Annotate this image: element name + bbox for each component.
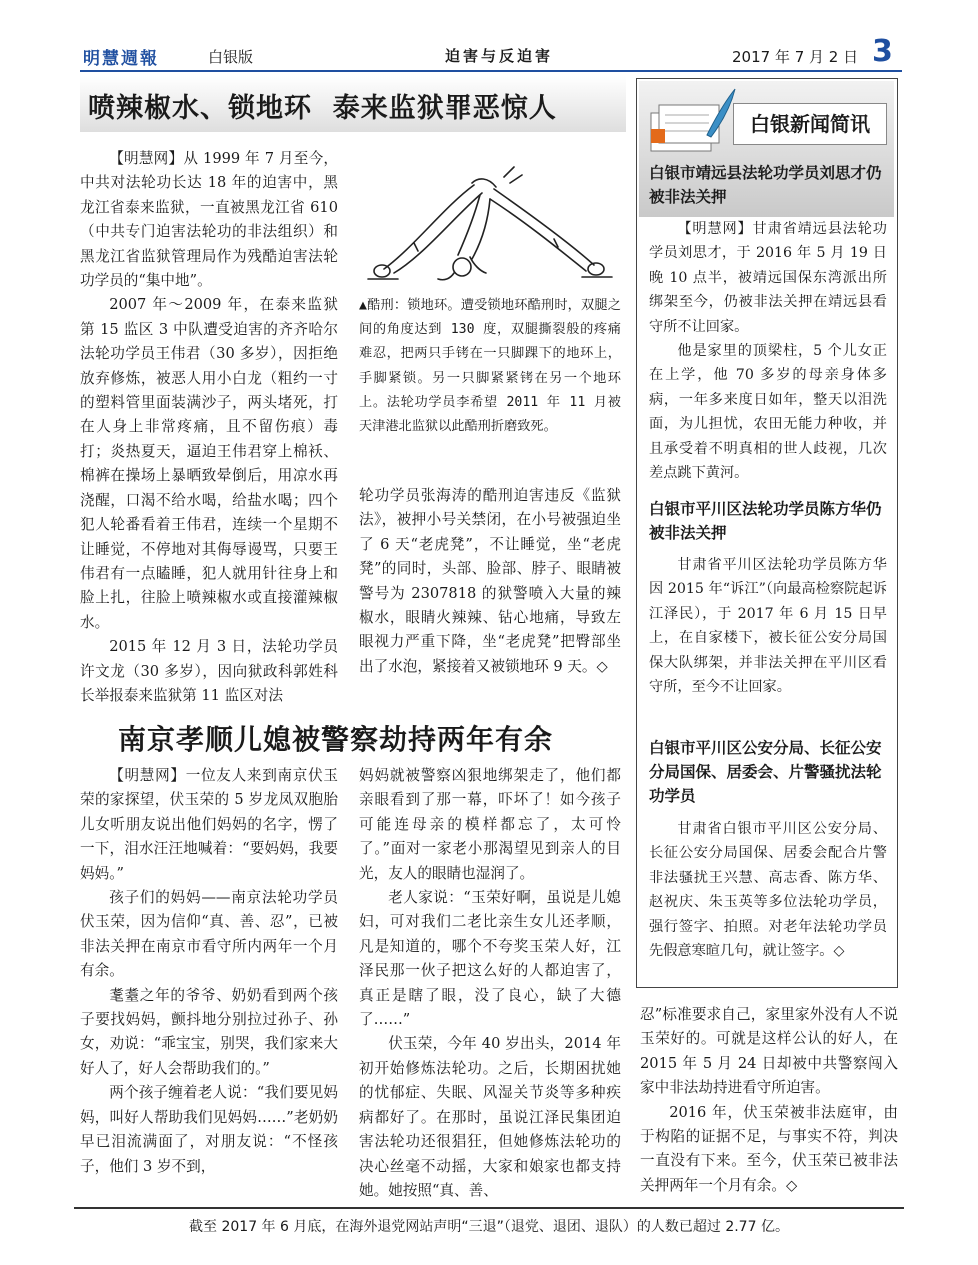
torture-illustration [354, 147, 624, 289]
footer-rule [74, 1207, 904, 1209]
article2-paragraph: 2016 年，伏玉荣被非法庭审，由于构陷的证据不足，与事实不符，判决一直没有下来。至今，伏玉荣已被非法关押两年一个月有余。◇ [640, 1103, 898, 1194]
article2-paragraph: 妈妈就被警察凶狠地绑架走了，他们都亲眼看到了那一幕，吓坏了！如今孩子可能连母亲的模样都忘了，太可怜了。”面对一家老小那渴望见到亲人的目光，友人的眼睛也湿润了。 [359, 767, 621, 882]
sidebar-paragraph: 甘肃省平川区法轮功学员陈方华因 2015 年“诉江”（向最高检察院起诉江泽民），于 2017 年 6 月 15 日早上，在自家楼下，被长征公安分局国保大队绑架，并非法关押在平川区看守所，至今不让回家。 [649, 557, 887, 696]
article1-paragraph: 2007 年～2009 年，在泰来监狱第 15 监区 3 中队遭受迫害的齐齐哈尔法轮功学员王伟君（30 多岁），因拒绝放弃修炼，被恶人用小白龙（粗约一寸的塑料管里面装满沙子，两头堵死，打在人身上非常疼痛，且不留伤痕）毒打；炎热夏天，逼迫王伟君穿上棉袄、棉裤在操场上暴晒致晕倒后，用凉水再浇醒，口渴不给水喝，给盐水喝；四个犯人轮番看着王伟君，连续一个星期不让睡觉，不停地对其侮辱谩骂，只要王伟君有一点瞌睡，犯人就用针往身上和脸上扎，往脸上喷辣椒水或直接灌辣椒水。 [80, 296, 338, 631]
article2-column-1 [80, 764, 338, 1179]
sidebar-item-body [649, 817, 887, 963]
article2-paragraph: 两个孩子缠着老人说：“我们要见妈妈，叫好人帮助我们见妈妈……”老奶奶早已泪流满面了，对朋友说：“不怪孩子，他们 3 岁不到， [80, 1084, 338, 1175]
edition-label: 白银版 [208, 48, 254, 66]
article2-column-2 [359, 764, 621, 1203]
article2-paragraph: 耄耋之年的爷爷、奶奶看到两个孩子要找妈妈，颤抖地分别拉过孙子、孙女，劝说：“乖宝宝，别哭，我们家来大好人了，好人会帮助我们的。” [80, 986, 338, 1077]
page-number: 3 [872, 34, 893, 69]
issue-date: 2017 年 7 月 2 日 [732, 48, 859, 66]
sidebar-item-body [649, 553, 887, 699]
article1-title: 喷辣椒水、锁地环 泰来监狱罪恶惊人 [88, 93, 557, 124]
section-label: 迫害与反迫害 [445, 47, 554, 65]
masthead: 明慧週報 [83, 49, 159, 69]
sidebar-paragraph: 【明慧网】甘肃省靖远县法轮功学员刘思才，于 2016 年 5 月 19 日晚 10 点半，被靖远国保东湾派出所绑架至今，仍被非法关押在靖远县看守所不让回家。 [649, 221, 887, 335]
sidebar-paragraph: 他是家里的顶梁柱，5 个儿女正在上学，他 70 多岁的母亲身体多病，一年多来度日如年，整天以泪洗面，为儿担忧，农田无能力种收，并且承受着不明真相的世人歧视，几次差点跳下黄河。 [649, 343, 887, 482]
article2-paragraph: 伏玉荣，今年 40 岁出头，2014 年初开始修炼法轮功。之后，长期困扰她的忧郁症、失眠、风湿关节炎等多种疾病都好了。在那时，虽说江泽民集团迫害法轮功还很猖狂，但她修炼法轮功的决心丝毫不动摇，大家和娘家也都支持她。她按照“真、善、 [359, 1035, 621, 1199]
sidebar-item-body [649, 217, 887, 485]
header-rule [80, 70, 902, 72]
article1-column-2 [359, 484, 621, 679]
article2-column-3 [640, 1003, 898, 1198]
sidebar-item [649, 497, 887, 545]
illustration-caption [359, 294, 621, 439]
sidebar-headline: 白银市平川区法轮功学员陈方华仍被非法关押 [649, 500, 882, 542]
sidebar-headline: 白银市靖远县法轮功学员刘思才仍被非法关押 [649, 164, 882, 206]
sidebar-box [636, 78, 898, 988]
article1-paragraph: 【明慧网】从 1999 年 7 月至今，中共对法轮功长达 18 年的迫害中，黑龙江省泰来监狱，一直被黑龙江省 610（中共专门迫害法轮功的非法组织）和黑龙江省监狱管理局作为残酷迫害法轮功学员的“集中地”。 [80, 150, 338, 290]
footer-notice: 截至 2017 年 6 月底，在海外退党网站声明“三退”（退党、退团、退队）的人数已超过 2.77 亿。 [189, 1219, 789, 1235]
article2-title: 南京孝顺儿媳被警察劫持两年有余 [118, 723, 554, 756]
article2-paragraph: 【明慧网】一位友人来到南京伏玉荣的家探望，伏玉荣的 5 岁龙凤双胞胎儿女听朋友说出他们妈妈的名字，愣了一下，泪水汪汪地喊着：“要妈妈，我要妈妈。” [80, 767, 338, 882]
caption-text: ▲酷刑：锁地环。遭受锁地环酷刑时，双腿之间的角度达到 130 度，双腿撕裂般的疼痛难忍，把两只手铐在一只脚踝下的地环上，手脚紧锁。另一只脚紧紧铐在另一个地环上。法轮功学员李希望 2011 年 11 月被天津港北监狱以此酷刑折磨致死。 [359, 298, 621, 435]
article1-paragraph: 轮功学员张海涛的酷刑迫害违反《监狱法》，被押小号关禁闭，在小号被强迫坐了 6 天“老虎凳”，不让睡觉，坐“老虎凳”的同时，头部、脸部、脖子、眼睛被警号为 2307818 的狱警喷入大量的辣椒水，眼睛火辣辣、钻心地痛，导致左眼视力严重下降，坐“老虎凳”把臀部坐出了水泡，紧接着又被锁地环 9 天。◇ [359, 487, 621, 675]
article2-paragraph: 老人家说：“玉荣好啊，虽说是儿媳妇，可对我们二老比亲生女儿还孝顺，凡是知道的，哪个不夸奖玉荣人好，江泽民那一伙子把这么好的人都迫害了，真正是瞎了眼，没了良心，缺了大德了……” [359, 889, 621, 1029]
article2-paragraph: 忍”标准要求自己，家里家外没有人不说玉荣好的。可就是这样公认的好人，在 2015 年 5 月 24 日却被中共警察闯入家中非法劫持进看守所迫害。 [640, 1006, 898, 1097]
article1-paragraph: 2015 年 12 月 3 日，法轮功学员许文龙（30 多岁），因向狱政科郭姓科长举报泰来监狱第 11 监区对法 [80, 638, 338, 704]
sidebar-title: 白银新闻简讯 [733, 103, 887, 145]
sidebar-item [649, 161, 887, 209]
sidebar-headline: 白银市平川区公安分局、长征公安分局国保、居委会、片警骚扰法轮功学员 [649, 739, 882, 805]
article1-column-1 [80, 147, 338, 708]
sidebar-item [649, 736, 887, 808]
news-papers-icon [647, 85, 739, 157]
article2-paragraph: 孩子们的妈妈——南京法轮功学员伏玉荣，因为信仰“真、善、忍”，已被非法关押在南京市看守所内两年一个月有余。 [80, 889, 338, 980]
sidebar-paragraph: 甘肃省白银市平川区公安分局、长征公安分局国保、居委会配合片警非法骚扰王兴慧、高志香、陈方华、赵祝庆、朱玉英等多位法轮功学员，强行签字、拍照。对老年法轮功学员先假意寒暄几句，就让签字。◇ [649, 821, 887, 960]
